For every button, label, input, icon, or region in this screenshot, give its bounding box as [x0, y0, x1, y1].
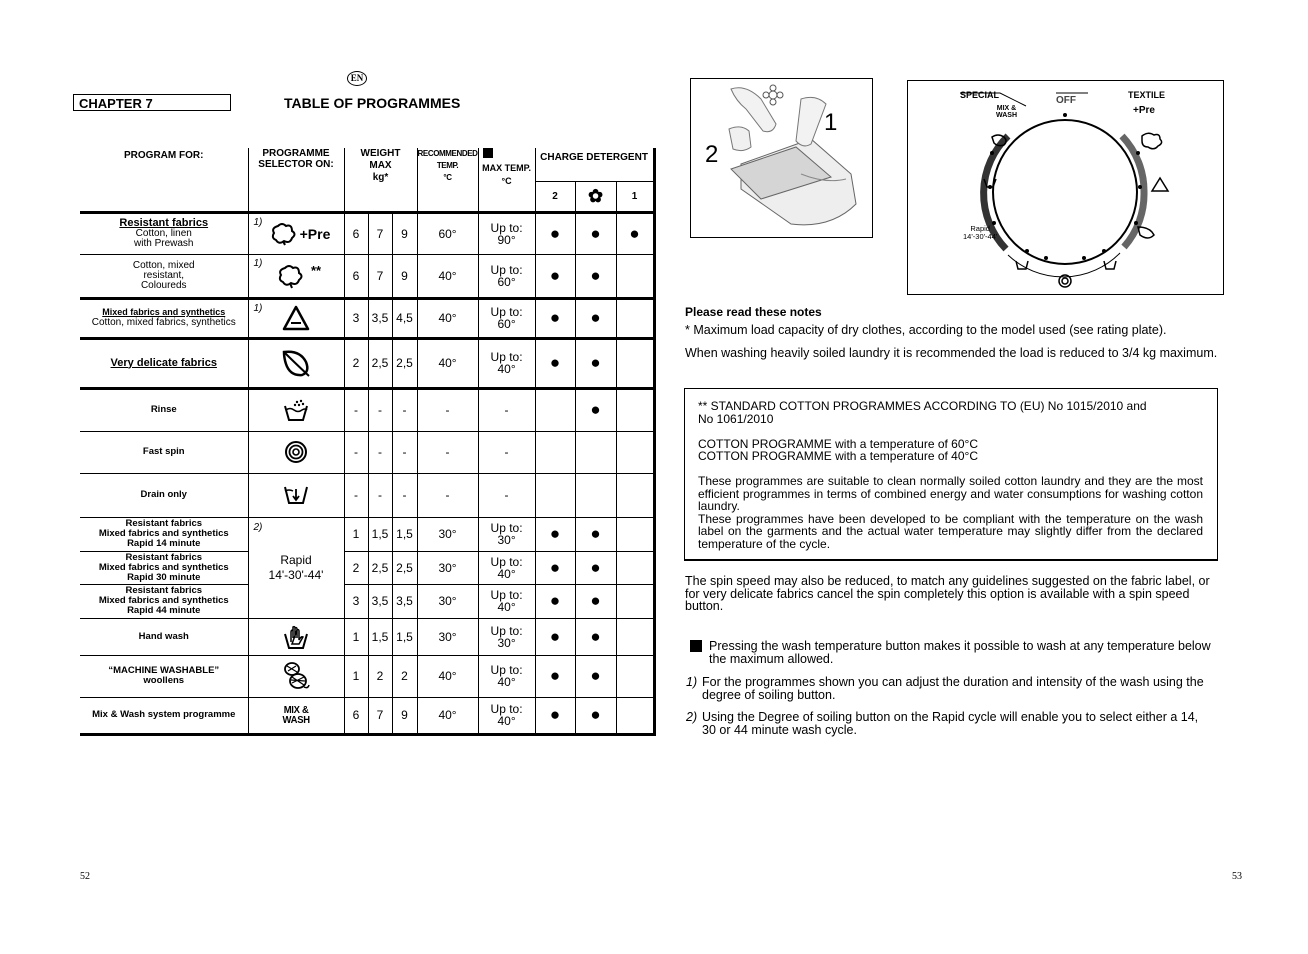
cotton-flower-icon	[277, 263, 307, 289]
recommended-temp: -	[417, 431, 478, 473]
weight-value: 1	[344, 517, 368, 551]
header-selector: PROGRAMME SELECTOR ON:	[248, 148, 344, 212]
weight-value: 9	[392, 697, 417, 734]
dial-prewash-label: +Pre	[1133, 105, 1155, 116]
detergent-dot: ●	[575, 517, 616, 551]
detergent-dot	[616, 551, 654, 584]
program-cotton-coloureds: Cotton, mixed resistant, Coloureds	[80, 254, 248, 298]
recommended-temp: 30°	[417, 551, 478, 584]
program-very-delicate: Very delicate fabrics	[80, 338, 248, 388]
detergent-dot	[616, 618, 654, 655]
footnote-1-label: 1)	[686, 675, 698, 689]
program-mix-wash: Mix & Wash system programme	[80, 697, 248, 734]
max-temp: Up to: 60°	[478, 254, 535, 298]
detergent-compartment-2: 2	[535, 181, 575, 212]
page-number-right: 53	[1232, 871, 1242, 882]
language-badge: EN	[347, 71, 367, 86]
weight-value: -	[368, 473, 392, 517]
detergent-dot: ●	[535, 655, 575, 697]
box-line: No 1061/2010	[698, 411, 774, 426]
max-temp: -	[478, 431, 535, 473]
weight-value: -	[344, 431, 368, 473]
max-temp: Up to: 60°	[478, 298, 535, 338]
detergent-dot: ●	[616, 212, 654, 254]
table-title: TABLE OF PROGRAMMES	[284, 95, 461, 111]
weight-value: -	[344, 473, 368, 517]
weight-value: 3	[344, 298, 368, 338]
programme-dial-figure	[907, 80, 1224, 295]
max-temp: Up to: 40°	[478, 338, 535, 388]
detergent-dot	[616, 431, 654, 473]
box-paragraph: These programmes are suitable to clean normally soiled cotton laundry and they are the most efficient programmes in terms of combined energy and water consumptions for washing cotton laundry.	[698, 474, 1203, 513]
detergent-dot	[575, 473, 616, 517]
program-rapid-14: Resistant fabrics Mixed fabrics and synthetics Rapid 14 minute	[80, 517, 248, 551]
page-number-left: 52	[80, 871, 90, 882]
weight-value: 2	[392, 655, 417, 697]
weight-value: 6	[344, 254, 368, 298]
weight-value: 2	[368, 655, 392, 697]
max-temp: Up to: 40°	[478, 655, 535, 697]
flower-icon: ✿	[575, 181, 616, 212]
detergent-dot	[535, 388, 575, 431]
weight-value: 1	[344, 655, 368, 697]
program-hand-wash: Hand wash	[80, 618, 248, 655]
max-temp: Up to: 40°	[478, 551, 535, 584]
footnote-2: Using the Degree of soiling button on the Rapid cycle will enable you to select either a 14, 30 or 44 minute wash cycle.	[702, 710, 1199, 737]
detergent-dot: ●	[575, 298, 616, 338]
max-temp: Up to: 40°	[478, 584, 535, 618]
weight-value: 1,5	[392, 618, 417, 655]
recommended-temp: 60°	[417, 212, 478, 254]
footnote-2-label: 2)	[686, 710, 698, 724]
detergent-dot: ●	[575, 655, 616, 697]
dial-rapid-label: Rapid 14'-30'-44'	[963, 224, 998, 241]
selector-hand-wash	[248, 618, 344, 655]
triangle-icon	[282, 305, 310, 331]
mix-wash-icon: MIX & WASH	[282, 703, 310, 726]
header-max-temp: MAX TEMP. °C	[478, 148, 535, 212]
weight-value: -	[392, 473, 417, 517]
detergent-dot: ●	[575, 212, 616, 254]
drain-icon	[283, 483, 309, 507]
detergent-dot	[616, 388, 654, 431]
weight-value: 4,5	[392, 298, 417, 338]
weight-value: -	[368, 388, 392, 431]
recommended-temp: 40°	[417, 338, 478, 388]
weight-value: 7	[368, 212, 392, 254]
header-weight: WEIGHT MAX kg*	[344, 148, 417, 212]
selector-rapid: 2) Rapid 14'-30'-44'	[248, 517, 344, 618]
detergent-dot: ●	[575, 584, 616, 618]
hand-wash-icon	[283, 624, 309, 650]
detergent-dot: ●	[535, 517, 575, 551]
weight-value: 3	[344, 584, 368, 618]
max-temp: Up to: 90°	[478, 212, 535, 254]
weight-value: 9	[392, 254, 417, 298]
programmes-table	[80, 148, 656, 736]
detergent-dot	[616, 254, 654, 298]
detergent-dot: ●	[575, 618, 616, 655]
weight-value: 1	[344, 618, 368, 655]
weight-value: 2,5	[368, 338, 392, 388]
recommended-temp: 30°	[417, 584, 478, 618]
program-fast-spin: Fast spin	[80, 431, 248, 473]
detergent-dot: ●	[535, 254, 575, 298]
dial-mix-wash-label: MIX & WASH	[996, 105, 1017, 119]
selector-wool	[248, 655, 344, 697]
program-rinse: Rinse	[80, 388, 248, 431]
detergent-dot	[616, 517, 654, 551]
figure-label-1: 1	[824, 109, 838, 136]
weight-value: -	[392, 431, 417, 473]
recommended-temp: -	[417, 473, 478, 517]
notes-heading: Please read these notes	[685, 305, 822, 319]
recommended-temp: 40°	[417, 697, 478, 734]
recommended-temp: 30°	[417, 517, 478, 551]
weight-value: 6	[344, 212, 368, 254]
detergent-dot: ●	[535, 584, 575, 618]
detergent-dot: ●	[535, 697, 575, 734]
detergent-compartment-1: 1	[616, 181, 654, 212]
weight-value: 7	[368, 697, 392, 734]
detergent-dot: ●	[535, 338, 575, 388]
header-program-for: PROGRAM FOR:	[80, 148, 248, 212]
detergent-dot	[616, 697, 654, 734]
header-charge-detergent: CHARGE DETERGENT	[535, 148, 654, 181]
max-temp: -	[478, 388, 535, 431]
max-temp: Up to: 40°	[478, 697, 535, 734]
note-max-load: * Maximum load capacity of dry clothes, according to the model used (see rating plate).	[685, 323, 1167, 337]
detergent-dot: ●	[535, 551, 575, 584]
recommended-temp: 40°	[417, 298, 478, 338]
weight-value: 2,5	[392, 338, 417, 388]
program-rapid-44: Resistant fabrics Mixed fabrics and synthetics Rapid 44 minute	[80, 584, 248, 618]
selector-mix-wash	[248, 697, 344, 734]
cotton-flower-icon	[270, 222, 300, 246]
weight-value: 2	[344, 551, 368, 584]
box-paragraph: These programmes have been developed to be compliant with the temperature on the wash label on the garments and the actual water temperature may slightly differ from the declared temperature of the cycle.	[698, 511, 1203, 551]
dial-special-label: SPECIAL	[960, 90, 1000, 100]
program-resistant-fabrics: Resistant fabrics Cotton, linen with Prewash	[80, 212, 248, 254]
programme-dial	[908, 81, 1223, 294]
selector-spin	[248, 431, 344, 473]
header-recommended-temp: RECOMMENDED TEMP. °C	[417, 148, 478, 212]
max-temp: -	[478, 473, 535, 517]
detergent-dot: ●	[535, 618, 575, 655]
max-temp: Up to: 30°	[478, 517, 535, 551]
weight-value: 3,5	[392, 584, 417, 618]
box-line: COTTON PROGRAMME with a temperature of 40°C	[698, 449, 978, 463]
leaf-icon	[280, 348, 312, 378]
selector-delicate	[248, 338, 344, 388]
weight-value: 3,5	[368, 298, 392, 338]
weight-value: 7	[368, 254, 392, 298]
detergent-dot: ●	[535, 212, 575, 254]
program-drain-only: Drain only	[80, 473, 248, 517]
weight-value: 2	[344, 338, 368, 388]
max-temp: Up to: 30°	[478, 618, 535, 655]
detergent-dot: ●	[575, 254, 616, 298]
figure-label-2: 2	[705, 141, 719, 168]
selector-rinse	[248, 388, 344, 431]
detergent-dot	[575, 431, 616, 473]
selector-drain	[248, 473, 344, 517]
recommended-temp: 40°	[417, 655, 478, 697]
detergent-dot: ●	[575, 388, 616, 431]
square-marker-icon	[483, 148, 493, 158]
box-line: ** STANDARD COTTON PROGRAMMES ACCORDING TO (EU) No 1015/2010 and	[698, 399, 1147, 413]
detergent-dot	[616, 298, 654, 338]
note-heavily-soiled: When washing heavily soiled laundry it is recommended the load is reduced to 3/4 kg maximum.	[685, 346, 1218, 360]
rinse-icon	[283, 398, 309, 422]
detergent-drawer-figure	[690, 78, 873, 238]
chapter-label: CHAPTER 7	[73, 94, 231, 111]
detergent-dot	[616, 473, 654, 517]
spin-icon	[284, 440, 308, 464]
weight-value: 9	[392, 212, 417, 254]
program-rapid-30: Resistant fabrics Mixed fabrics and synthetics Rapid 30 minute	[80, 551, 248, 584]
detergent-dot: ●	[575, 697, 616, 734]
weight-value: 2,5	[392, 551, 417, 584]
weight-value: 6	[344, 697, 368, 734]
program-woollens: “MACHINE WASHABLE” woollens	[80, 655, 248, 697]
weight-value: 1,5	[368, 618, 392, 655]
detergent-dot	[616, 338, 654, 388]
weight-value: 2,5	[368, 551, 392, 584]
note-spin-speed: The spin speed may also be reduced, to match any guidelines suggested on the fabric label, or for very delicate fabrics cancel the spin completely this option is available with a spin speed button.	[685, 574, 1210, 613]
footnote-1: For the programmes shown you can adjust the duration and intensity of the wash using the degree of soiling button.	[702, 675, 1204, 702]
weight-value: -	[368, 431, 392, 473]
detergent-dot: ●	[575, 551, 616, 584]
detergent-dot	[535, 431, 575, 473]
selector-synthetics: 1)	[248, 298, 344, 338]
detergent-dot: ●	[575, 338, 616, 388]
dial-off-label: OFF	[1056, 95, 1076, 106]
weight-value: 1,5	[392, 517, 417, 551]
wool-skein-icon	[282, 661, 310, 691]
recommended-temp: 40°	[417, 254, 478, 298]
box-line: COTTON PROGRAMME with a temperature of 60°C	[698, 436, 978, 451]
detergent-dot: ●	[535, 298, 575, 338]
weight-value: 3,5	[368, 584, 392, 618]
selector-cotton: 1) **	[248, 254, 344, 298]
detergent-dot	[616, 655, 654, 697]
program-mixed-synthetics: Mixed fabrics and synthetics Cotton, mixed fabrics, synthetics	[80, 298, 248, 338]
detergent-dot	[535, 473, 575, 517]
detergent-dot	[616, 584, 654, 618]
weight-value: -	[344, 388, 368, 431]
dial-textile-label: TEXTILE	[1128, 90, 1166, 100]
weight-value: 1,5	[368, 517, 392, 551]
recommended-temp: -	[417, 388, 478, 431]
weight-value: -	[392, 388, 417, 431]
note-temperature-button: Pressing the wash temperature button makes it possible to wash at any temperature below the maximum allowed.	[709, 639, 1211, 666]
selector-cotton-prewash: 1) +Pre	[248, 212, 344, 254]
recommended-temp: 30°	[417, 618, 478, 655]
standard-cotton-box	[684, 388, 1218, 561]
square-marker-icon	[690, 640, 702, 652]
